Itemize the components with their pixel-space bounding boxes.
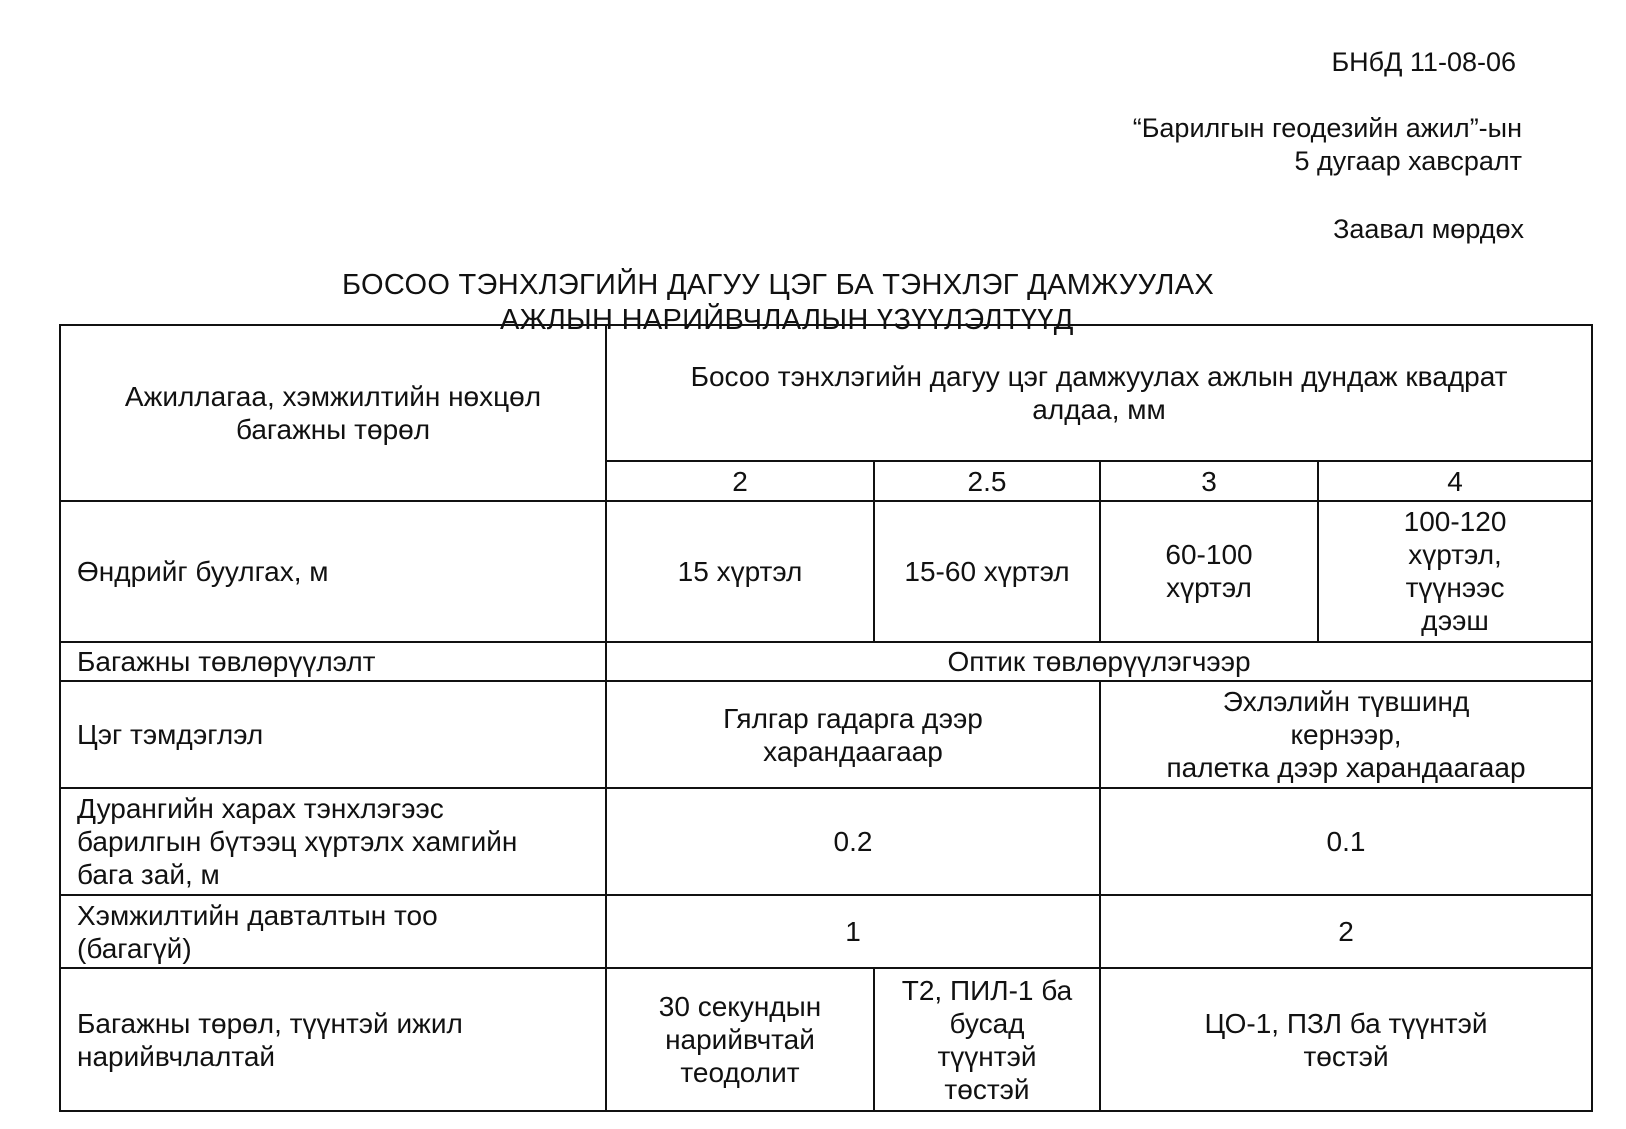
table-cell: 0.2 (606, 788, 1100, 895)
table-cell: 1 (606, 895, 1100, 968)
document-title-line-1: БОСОО ТЭНХЛЭГИЙН ДАГУУ ЦЭГ БА ТЭНХЛЭГ ДАМЖУУЛАХ (342, 269, 1215, 301)
table-cell: Эхлэлийн түвшинд кернээр, палетка дээр харандаагаар (1100, 681, 1592, 788)
annex-number: 5 дугаар хавсралт (1294, 146, 1522, 176)
table-row (60, 501, 1592, 642)
accuracy-column-header: 2 (606, 461, 874, 501)
table-row (60, 681, 1592, 788)
table-row (60, 968, 1592, 1111)
table-row (60, 895, 1592, 968)
table-cell: Гялгар гадарга дээр харандаагаар (606, 681, 1100, 788)
document-code: БНбД 11-08-06 (1331, 47, 1516, 77)
row-label-height: Өндрийг буулгах, м (60, 501, 606, 642)
corner-header-cell: Ажиллагаа, хэмжилтийн нөхцөл багажны төрөл (60, 325, 606, 501)
table-cell: 100-120 хүртэл, түүнээс дээш (1318, 501, 1592, 642)
table-cell: 2 (1100, 895, 1592, 968)
accuracy-column-header: 2.5 (874, 461, 1100, 501)
accuracy-column-header: 3 (1100, 461, 1318, 501)
row-label-instrument: Багажны төрөл, түүнтэй ижил нарийвчлалтай (60, 968, 606, 1111)
accuracy-column-header: 4 (1318, 461, 1592, 501)
accuracy-requirements-table (59, 324, 1593, 1112)
row-label-min-distance: Дурангийн харах тэнхлэгээс барилгын бүтээц хүртэлх хамгийн бага зай, м (60, 788, 606, 895)
annex-source-reference: “Барилгын геодезийн ажил”-ын (1132, 113, 1522, 143)
row-label-repetitions: Хэмжилтийн давталтын тоо (багагүй) (60, 895, 606, 968)
table-row (60, 788, 1592, 895)
mandatory-note: Заавал мөрдөх (1333, 214, 1524, 244)
table-cell: 15 хүртэл (606, 501, 874, 642)
table-cell: 0.1 (1100, 788, 1592, 895)
table-cell: Т2, ПИЛ-1 ба бусад түүнтэй төстэй (874, 968, 1100, 1111)
table-cell: 60-100 хүртэл (1100, 501, 1318, 642)
table-cell: ЦО-1, ПЗЛ ба түүнтэй төстэй (1100, 968, 1592, 1111)
row-label-marking: Цэг тэмдэглэл (60, 681, 606, 788)
table-cell: 15-60 хүртэл (874, 501, 1100, 642)
table-header-row (60, 325, 1592, 461)
table-cell: Оптик төвлөрүүлэгчээр (606, 642, 1592, 682)
table-cell: 30 секундын нарийвчтай теодолит (606, 968, 874, 1111)
row-label-centering: Багажны төвлөрүүлэлт (60, 642, 606, 682)
main-header-cell: Босоо тэнхлэгийн дагуу цэг дамжуулах ажлын дундаж квадрат алдаа, мм (606, 325, 1592, 461)
table-row (60, 642, 1592, 682)
document-title-line-2: АЖЛЫН НАРИЙВЧЛАЛЫН ҮЗҮҮЛЭЛТҮҮД (500, 304, 1074, 336)
